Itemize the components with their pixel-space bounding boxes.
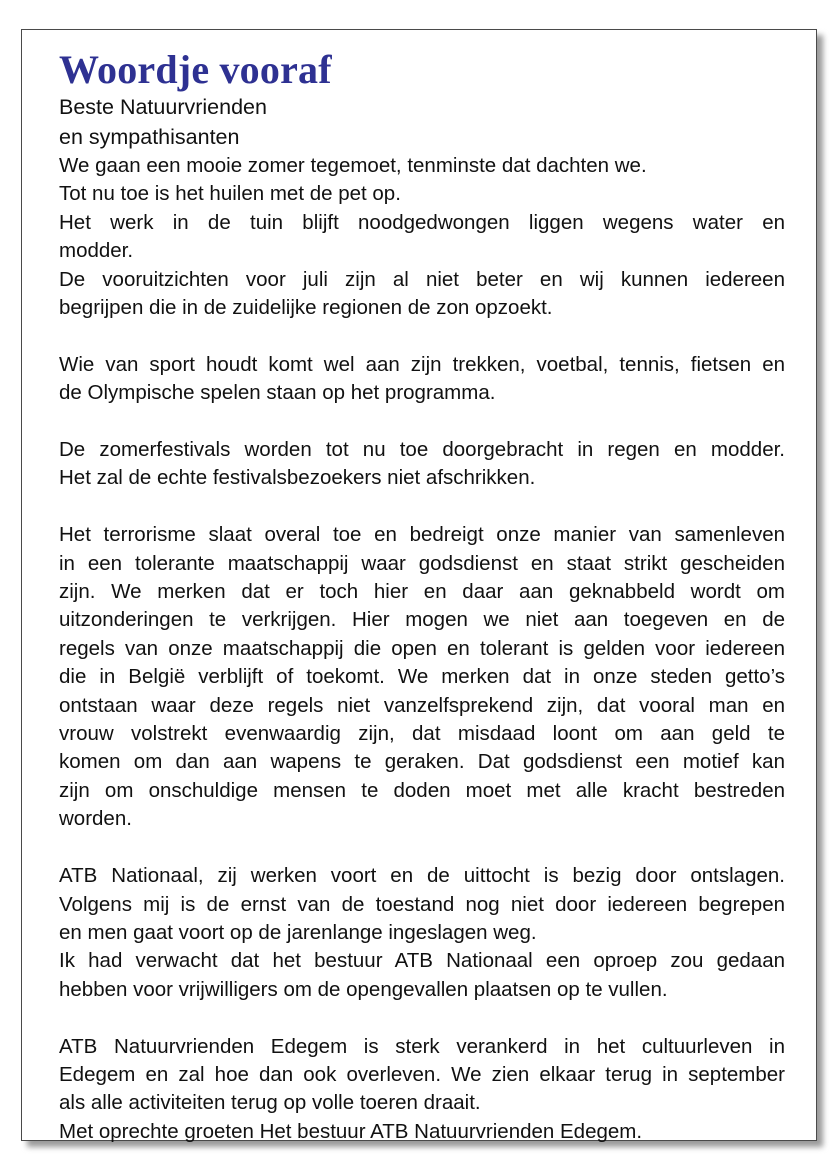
text-line: Het werk in de tuin blijft noodgedwongen liggen wegens water en [59,210,785,234]
page-content [59,48,785,1175]
text-line: in een tolerante maatschappij waar godsdienst en staat strikt gescheiden [59,551,785,575]
text-line: Wie van sport houdt komt wel aan zijn trekken, voetbal, tennis, fietsen en [59,352,785,376]
text-line: uitzonderingen te verkrijgen. Hier mogen we niet aan toegeven en de [59,608,785,632]
greeting [59,92,785,152]
text-line: als alle activiteiten terug op volle toeren draait. [59,1091,481,1115]
text-line: begrijpen die in de zuidelijke regionen de zon opzoekt. [59,296,553,320]
text-line: de Olympische spelen staan op het programma. [59,381,496,405]
text-line: Het zal de echte festivalsbezoekers niet afschrikken. [59,466,536,490]
text-line: vrouw volstrekt evenwaardig zijn, dat misdaad loont om aan geld te [59,722,785,746]
document-page [21,29,817,1141]
text-line: We gaan een mooie zomer tegemoet, tenminste dat dachten we. [59,154,647,177]
text-line: Volgens mij is de ernst van de toestand nog niet door iedereen begrepen [59,892,785,916]
text-line: en men gaat voort op de jarenlange ingeslagen weg. [59,920,537,944]
text-line: ATB Nationaal, zij werken voort en de uittocht is bezig door ontslagen. [59,864,785,888]
text-line: Ik had verwacht dat het bestuur ATB Nationaal een oproep zou gedaan [59,949,785,973]
text-line: Edegem en zal hoe dan ook overleven. We zien elkaar terug in september [59,1062,785,1086]
text-line: die in België verblijft of toekomt. We merken dat in onze steden getto’s [59,665,785,689]
text-line: modder. [59,239,134,263]
text-line: worden. [59,807,132,831]
text-line: ATB Natuurvrienden Edegem is sterk verankerd in het cultuurleven in [59,1034,785,1058]
greeting-line: Beste Natuurvrienden [59,95,267,119]
text-line: hebben voor vrijwilligers om de opengevallen plaatsen op te vullen. [59,977,668,1001]
text-line: De vooruitzichten voor juli zijn al niet beter en wij kunnen iedereen [59,267,785,291]
text-line: Tot nu toe is het huilen met de pet op. [59,182,401,206]
text-line: ontstaan waar deze regels niet vanzelfsprekend zijn, dat vooral man en [59,693,785,717]
text-line: komen om dan aan wapens te geraken. Dat godsdienst een motief kan [59,750,785,774]
body-text [59,152,785,1146]
text-line: Met oprechte groeten Het bestuur ATB Natuurvrienden Edegem. [59,1119,643,1143]
paragraph [59,1033,785,1147]
text-line: zijn om onschuldige mensen te doden moet met alle kracht bestreden [59,778,785,802]
text-line: zijn. We merken dat er toch hier en daar aan geknabbeld wordt om [59,580,785,604]
paragraph [59,351,785,408]
text-line: Het terrorisme slaat overal toe en bedreigt onze manier van samenleven [59,523,785,547]
page-title: Woordje vooraf [59,47,332,92]
paragraph [59,152,785,322]
greeting-line: en sympathisanten [59,125,240,149]
text-line: De zomerfestivals worden tot nu toe doorgebracht in regen en modder. [59,438,785,462]
paragraph [59,436,785,493]
paragraph [59,862,785,1004]
text-line: regels van onze maatschappij die open en tolerant is gelden voor iedereen [59,636,785,660]
paragraph [59,521,785,833]
